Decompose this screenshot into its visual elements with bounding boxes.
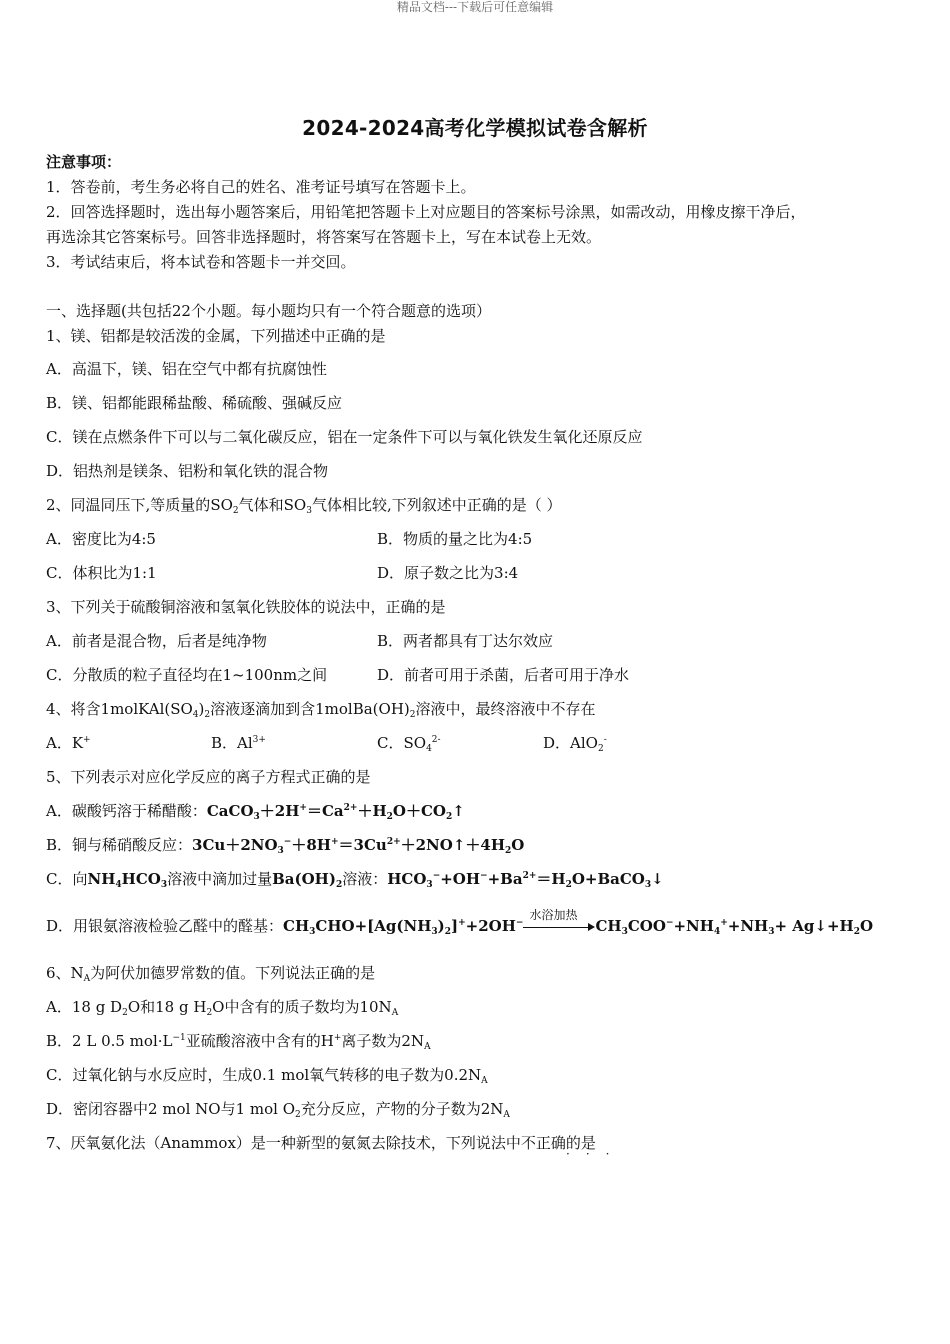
question-6-option-d: D．密闭容器中2 mol NO与1 mol $O_2$充分反应，产物的分子数为$2N_A$ — [46, 1100, 510, 1120]
question-5-option-b: B．铜与稀硝酸反应：$3Cu+2NO_3^-+8H^+=3Cu^{2+}+2NO↑+4H_2O$ — [46, 836, 525, 856]
question-3-option-a: A．前者是混合物，后者是纯净物 — [46, 632, 267, 650]
question-4-option-a: A．K+ — [46, 734, 91, 752]
notice-item-1: 1．答卷前，考生务必将自己的姓名、准考证号填写在答题卡上。 — [46, 178, 476, 196]
question-6-option-b: B．2 L 0.5 $mol\cdot L^{-1}$亚硫酸溶液中含有的H+离子数为$2N_A$ — [46, 1032, 431, 1052]
question-3-option-d: D．前者可用于杀菌，后者可用于净水 — [377, 666, 630, 684]
question-4-option-b: B．$Al^{3+}$ — [211, 734, 266, 752]
section-title: 一、选择题(共包括22个小题。每小题均只有一个符合题意的选项） — [46, 302, 491, 320]
question-6-option-c: C．过氧化钠与水反应时，生成0.1 mol氧气转移的电子数为$0.2N_A$ — [46, 1066, 488, 1086]
question-4-option-c: C．$SO_4^{2-}$ — [377, 734, 441, 754]
question-5-option-a: A．碳酸钙溶于稀醋酸：$CaCO_3+2H^+=Ca^{2+}+H_2O+CO_2↑$ — [46, 802, 465, 822]
page-title: 2024-2024高考化学模拟试卷含解析 — [302, 116, 648, 140]
question-2-option-c: C．体积比为1:1 — [46, 564, 157, 582]
notice-heading: 注意事项： — [46, 153, 122, 171]
question-2-option-d: D．原子数之比为3:4 — [377, 564, 519, 582]
question-2-option-a: A．密度比为4:5 — [46, 530, 156, 548]
emphasis-dots: ··· — [566, 1147, 626, 1161]
question-5-stem: 5、下列表示对应化学反应的离子方程式正确的是 — [46, 768, 371, 786]
question-2-stem: 2、同温同压下,等质量的$SO_2$气体和$SO_3$气体相比较,下列叙述中正确的是（ ） — [46, 496, 562, 516]
question-4-stem: 4、将含$1molKAl(SO_4)_2$溶液逐滴加到含$1molBa(OH)_2$溶液中，最终溶液中不存在 — [46, 700, 596, 720]
notice-item-3: 3．考试结束后，将本试卷和答题卡一并交回。 — [46, 253, 356, 271]
question-4-option-d: D．AlO$_2$- — [543, 734, 607, 754]
question-1-option-c: C．镁在点燃条件下可以与二氧化碳反应，铝在一定条件下可以与氧化铁发生氧化还原反应 — [46, 428, 643, 446]
notice-item-2b: 再选涂其它答案标号。回答非选择题时，将答案写在答题卡上，写在本试卷上无效。 — [46, 228, 602, 246]
question-3-option-b: B．两者都具有丁达尔效应 — [377, 632, 554, 650]
question-1-stem: 1、镁、铝都是较活泼的金属，下列描述中正确的是 — [46, 327, 386, 345]
question-1-option-d: D．铝热剂是镁条、铝粉和氧化铁的混合物 — [46, 462, 329, 480]
question-3-option-c: C．分散质的粒子直径均在1~100nm之间 — [46, 666, 328, 684]
reaction-arrow-icon: 水浴加热 — [523, 917, 595, 937]
notice-item-2a: 2．回答选择题时，选出每小题答案后，用铅笔把答题卡上对应题目的答案标号涂黑，如需改动，用橡皮擦干净后， — [46, 203, 806, 221]
header-note: 精品文档---下载后可任意编辑 — [396, 0, 554, 14]
question-6-option-a: A．18 g $D_2O$和18 g $H_2O$中含有的质子数均为$10N_A$ — [46, 998, 399, 1018]
question-5-option-d: D．用银氨溶液检验乙醛中的醛基：$CH_3CHO+[Ag(NH_3)_2]^++2OH^-$ 水浴加热 $CH_3COO^-+NH_4^++NH_3+$ $Ag↓+H_2O$ — [46, 908, 874, 937]
question-3-stem: 3、下列关于硫酸铜溶液和氢氧化铁胶体的说法中，正确的是 — [46, 598, 446, 616]
question-6-stem: 6、$N_A$为阿伏加德罗常数的值。下列说法正确的是 — [46, 964, 376, 984]
question-5-option-c: C．向$NH_4HCO_3$溶液中滴加过量$Ba(OH)_2$溶液：$HCO_3^-+OH^-+Ba^{2+}=H_2O+BaCO_3↓$ — [46, 870, 664, 890]
question-1-option-a: A．高温下，镁、铝在空气中都有抗腐蚀性 — [46, 360, 327, 378]
question-1-option-b: B．镁、铝都能跟稀盐酸、稀硫酸、强碱反应 — [46, 394, 343, 412]
question-2-option-b: B．物质的量之比为4:5 — [377, 530, 533, 548]
question-7-stem: 7、厌氧氨化法（Anammox）是一种新型的氨氮去除技术，下列说法中不正确的是 — [46, 1134, 596, 1152]
